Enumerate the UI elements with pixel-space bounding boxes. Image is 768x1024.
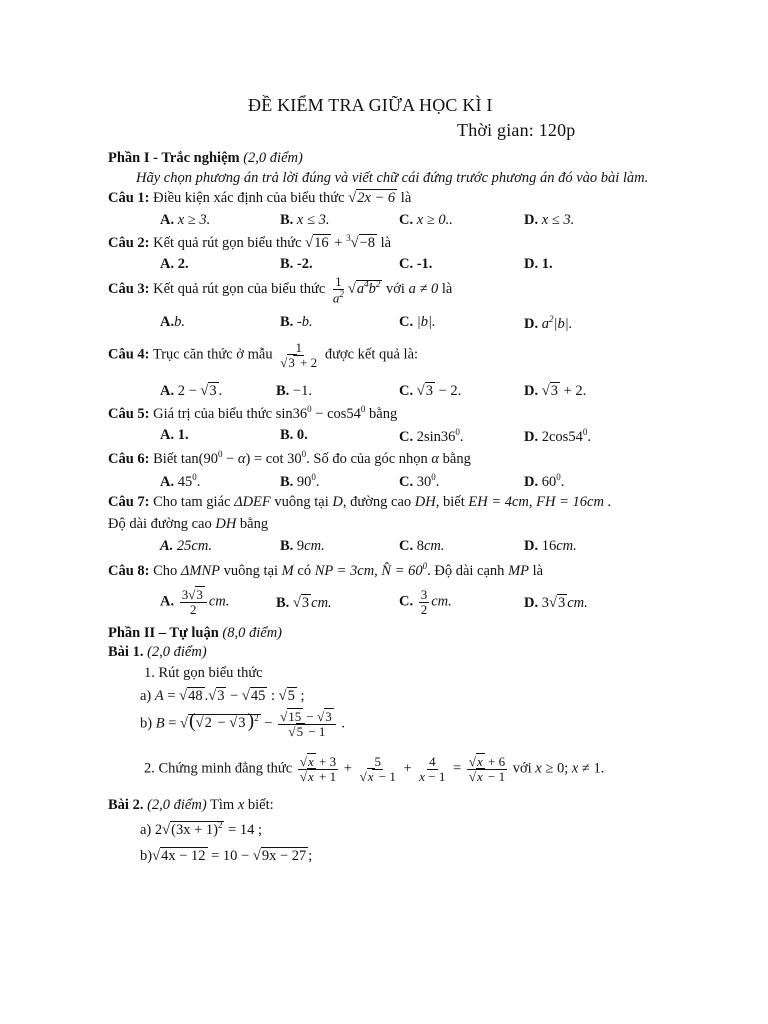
math-expression: $√a^4b^2$ (347, 279, 381, 298)
question-tail: là (441, 281, 453, 298)
option-c[interactable]: C. $2\sin 36^0$. (399, 427, 464, 445)
option-c[interactable]: C. 8cm. (399, 538, 445, 554)
question-label: Câu 6: (108, 450, 150, 467)
bai2-a: a) $2√(3x + 1)^2 = 14$ ; (140, 820, 263, 838)
math-fraction: $\frac{1}{√3 + 2}$ (280, 340, 318, 370)
math-expression: √2x − 6 (348, 190, 396, 206)
math-fraction: $\frac{1}{a^2}$ (332, 274, 344, 305)
bai1-item1: 1. Rút gọn biểu thức (144, 665, 263, 681)
question-tail: là (380, 234, 392, 251)
question-1 (108, 190, 411, 207)
question-tail: bằng (369, 405, 398, 422)
option-a[interactable]: A. 2 − √3 . (160, 383, 223, 399)
part2-heading: Phần II – Tự luận (108, 625, 219, 641)
question-tail: với (385, 281, 405, 298)
question-6 (108, 449, 471, 468)
question-5 (108, 404, 397, 423)
option-c[interactable]: C. -1. (399, 256, 433, 272)
option-c[interactable]: C. $30^0$. (399, 472, 440, 490)
part1-points: (2,0 điểm) (243, 150, 303, 166)
option-a[interactable]: A.b. (160, 314, 185, 330)
part2-heading-line (108, 625, 282, 642)
bai2-b: b)√4x − 12 = 10 − √9x − 27 ; (140, 848, 313, 864)
question-tail: bằng (442, 450, 471, 467)
option-d[interactable]: D. x ≤ 3. (524, 212, 575, 228)
question-text: Điều kiện xác định của biểu thức (153, 190, 345, 206)
option-a[interactable]: A. $45^0$. (160, 472, 201, 490)
bai2-heading: Bài 2. (2,0 điểm) Tìm x biết: (108, 797, 274, 813)
option-c[interactable]: C. |b|. (399, 314, 436, 330)
part1-instruction: Hãy chọn phương án trả lời đúng và viết chữ cái đứng trước phương án đó vào bài làm. (136, 170, 649, 186)
math-symbol: α (431, 450, 440, 467)
option-b[interactable]: B. -b. (280, 314, 313, 330)
question-label: Câu 4: (108, 346, 150, 363)
question-4 (108, 341, 418, 369)
option-b[interactable]: B. 9cm. (280, 538, 325, 554)
option-d[interactable]: D. $2\cos 54^0$. (524, 427, 591, 445)
option-b[interactable]: B. $90^0$. (280, 472, 320, 490)
question-text: Kết quả rút gọn biểu thức (153, 234, 302, 251)
option-b[interactable]: B. √3 cm. (276, 595, 332, 611)
option-c[interactable]: C. √3 − 2. (399, 383, 462, 399)
option-a[interactable]: A. x ≥ 3. (160, 212, 211, 228)
question-text: Trục căn thức ở mẫu (152, 346, 273, 363)
part1-heading: Phần I - Trắc nghiệm (108, 150, 240, 166)
option-a[interactable]: A. $\frac{3√3}{2}$ cm. (160, 587, 230, 617)
option-c[interactable]: C. x ≥ 0.. (399, 212, 453, 228)
question-tail: là (400, 190, 412, 206)
question-text: Biết (153, 450, 178, 467)
part1-heading-line (108, 150, 303, 167)
question-label: Câu 3: (108, 281, 150, 298)
question-label: Câu 7: (108, 494, 150, 510)
bai1-item2: 2. Chứng minh đẳng thức $\frac{√x + 3}{√x + 1}$ + $\frac{5}{√x - 1}$ + $\frac{4}{x - 1}$ = $\frac{√x + 6}{√x - 1}$ với x ≥ 0; x ≠ 1. (144, 754, 605, 784)
question-label: Câu 2: (108, 234, 150, 251)
bai1-b: b) B = √(√2 − √3 )$^2$ − $\frac{√15 - √3}{√5 - 1}$ . (140, 709, 345, 739)
question-8: Câu 8: Cho ΔMNP vuông tại M có NP = 3cm, N̂ = $60^0$. Độ dài cạnh MP là (108, 561, 544, 579)
exam-time: Thời gian: 120p (457, 120, 576, 140)
math-expression: √16 + $^3$√−8 (305, 233, 375, 251)
question-7: Câu 7: Cho tam giác ΔDEF vuông tại D, đường cao DH, biết EH = 4cm, FH = 16cm . (108, 494, 612, 510)
option-b[interactable]: B. -2. (280, 256, 313, 272)
part2-points: (8,0 điểm) (222, 625, 283, 641)
math-expression: $\tan(90^0 - \alpha) = \cot 30^0$ (180, 449, 307, 467)
math-expression: $\sin 36^0 - \cos 54^0$ (275, 404, 366, 422)
option-d[interactable]: D. $a^2|b|$. (524, 314, 573, 332)
question-label: Câu 8: (108, 562, 150, 579)
option-a[interactable]: A. 25cm. (160, 538, 212, 554)
option-d[interactable]: D. 1. (524, 256, 553, 272)
bai1-heading: Bài 1. (2,0 điểm) (108, 644, 207, 660)
question-tail: . Số đo của góc nhọn (306, 450, 428, 467)
option-b[interactable]: B. −1. (276, 383, 312, 399)
math-condition: a ≠ 0 (408, 281, 439, 298)
option-b[interactable]: B. 0. (280, 427, 308, 443)
question-text: Cho tam giác (153, 494, 231, 510)
question-text: Kết quả rút gọn của biểu thức (153, 281, 326, 298)
option-d[interactable]: D. √3 + 2. (524, 383, 587, 399)
question-text: Giá trị của biểu thức (153, 405, 273, 422)
option-d[interactable]: D. 3√3 cm. (524, 595, 588, 611)
option-a[interactable]: A. 1. (160, 427, 189, 443)
question-2 (108, 233, 391, 252)
question-tail: được kết quả là: (324, 346, 419, 363)
option-d[interactable]: D. 16cm. (524, 538, 577, 554)
exam-title: ĐỀ KIỂM TRA GIỮA HỌC KÌ I (248, 95, 493, 115)
question-label: Câu 5: (108, 405, 150, 422)
question-7-line2: Độ dài đường cao DH bằng (108, 516, 269, 532)
option-b[interactable]: B. x ≤ 3. (280, 212, 330, 228)
question-label: Câu 1: (108, 190, 150, 206)
question-3 (108, 275, 452, 305)
option-c[interactable]: C. $\frac{3}{2}$ cm. (399, 587, 452, 617)
option-d[interactable]: D. $60^0$. (524, 472, 565, 490)
option-a[interactable]: A. 2. (160, 256, 189, 272)
bai1-a: a) A = √48 .√3 − √45 : √5 ; (140, 688, 305, 704)
